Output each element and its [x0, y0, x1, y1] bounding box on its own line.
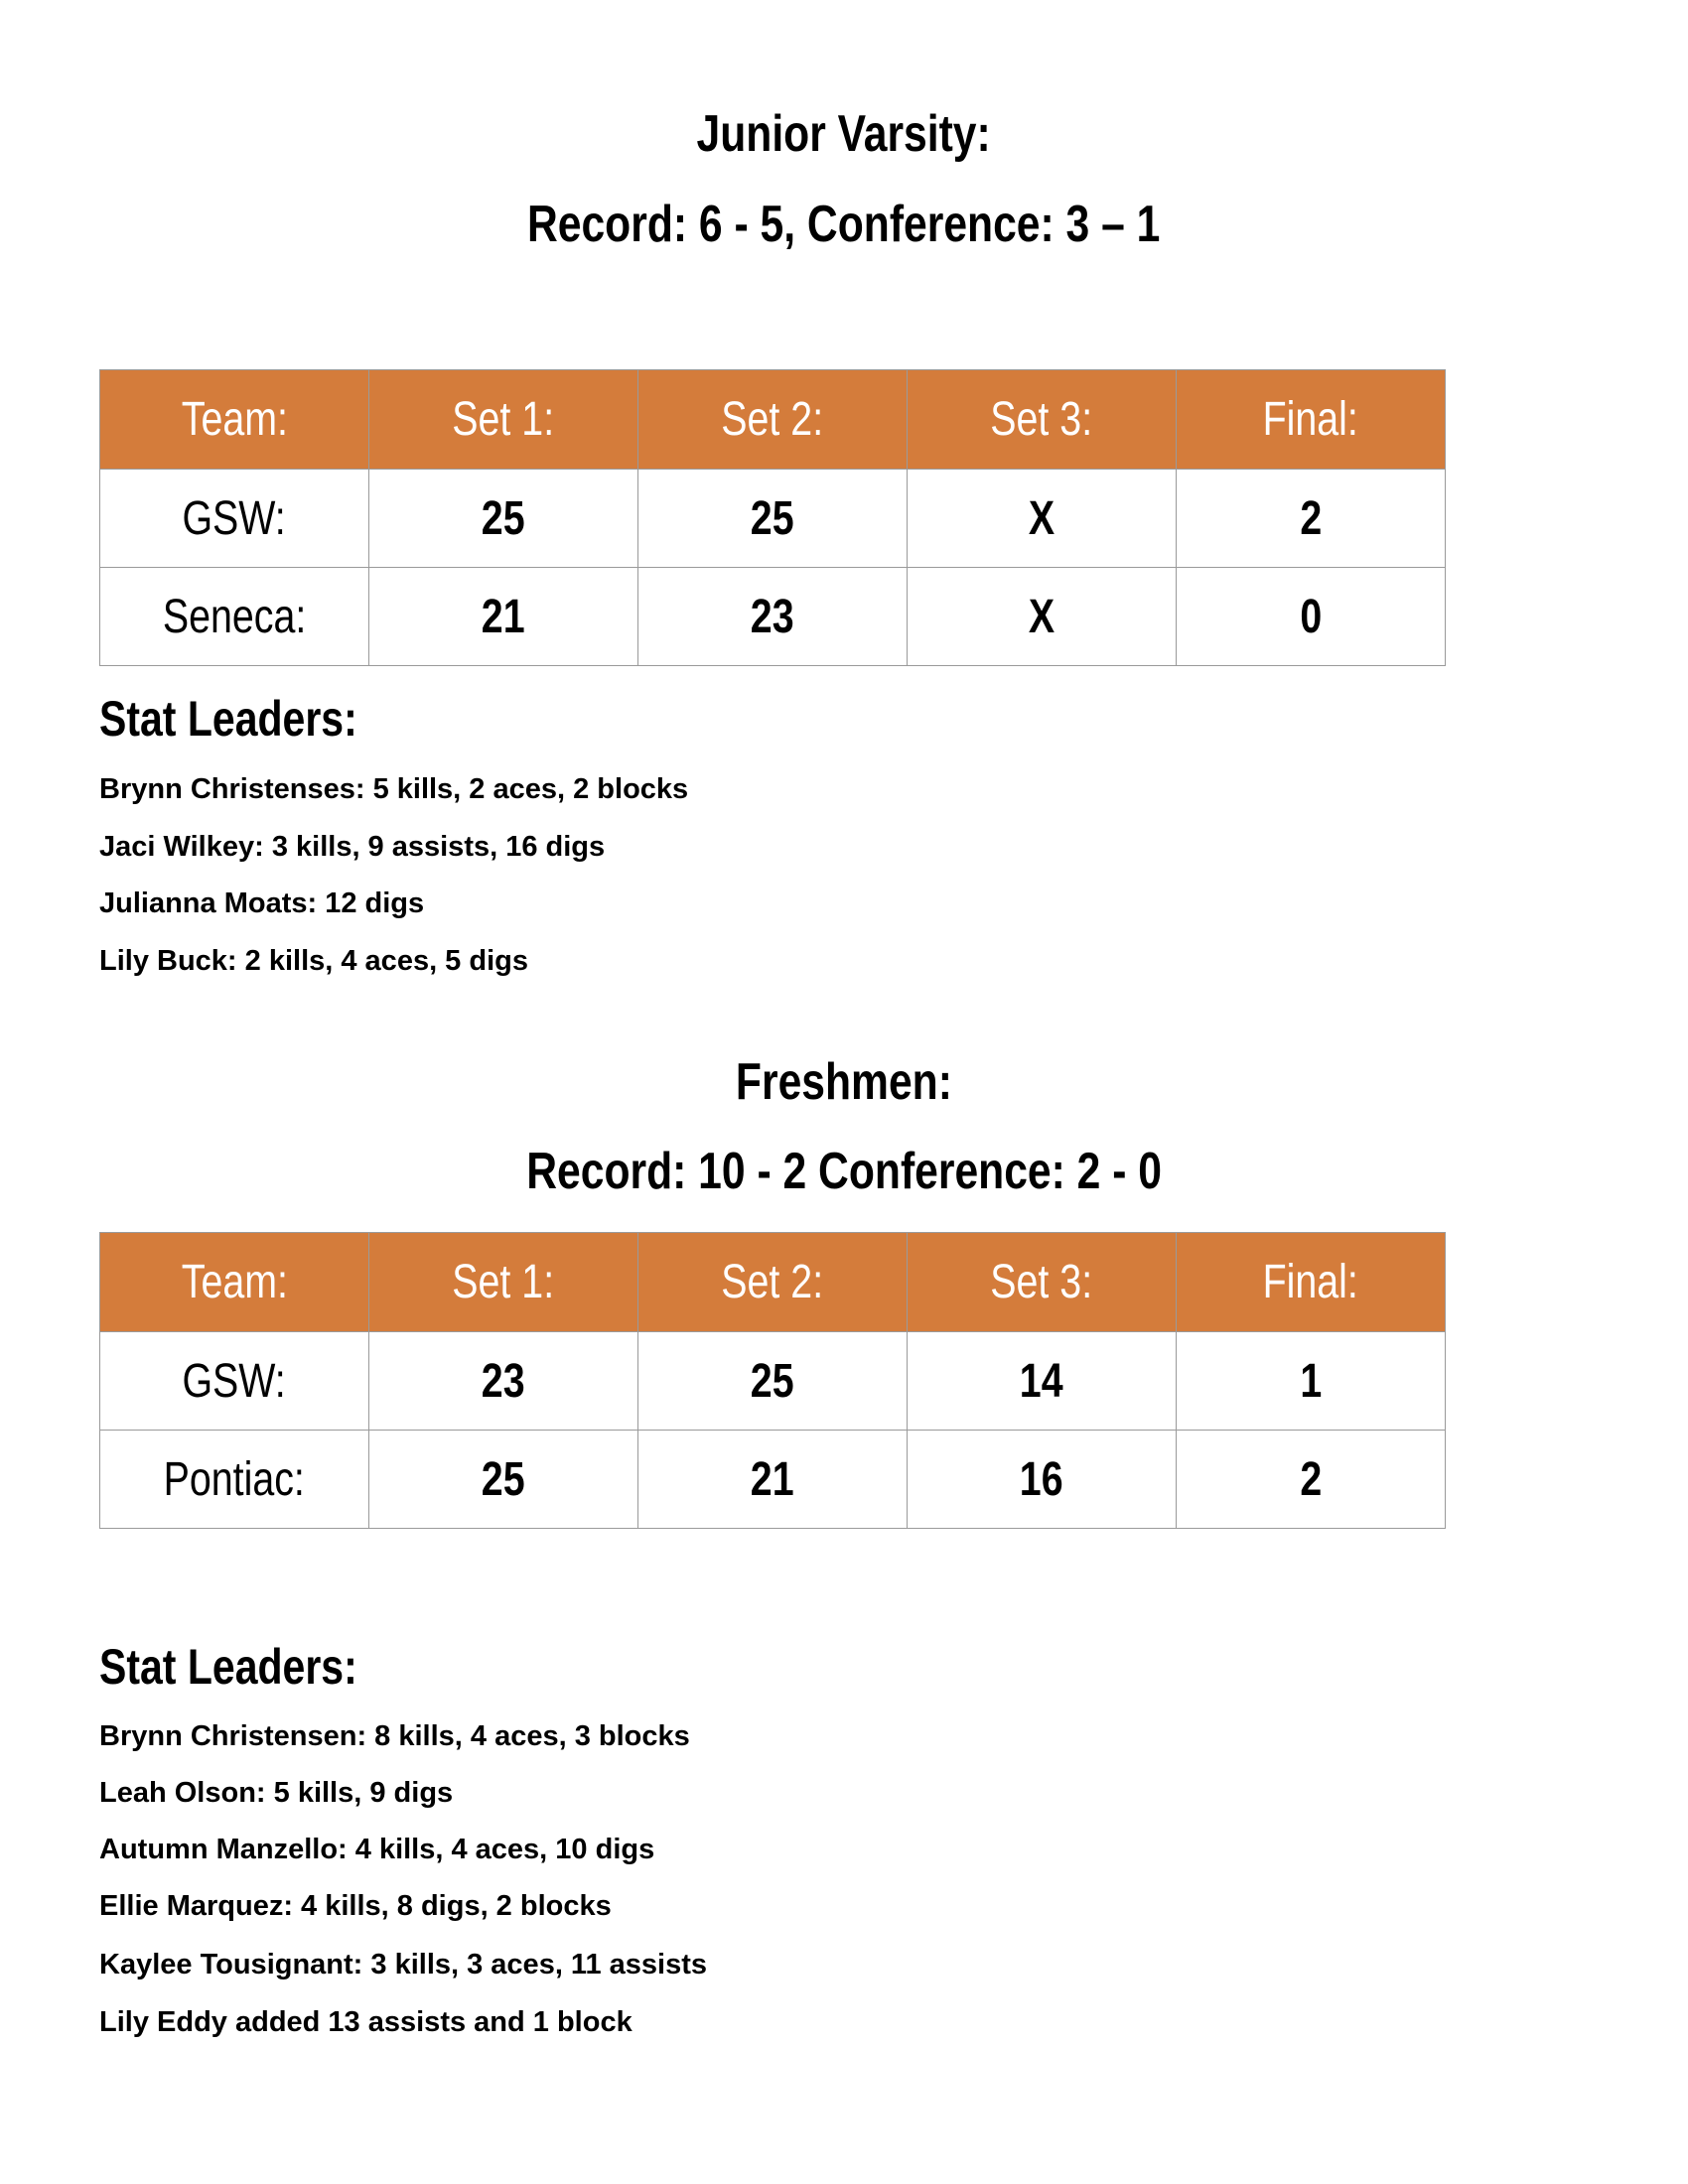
header-label: Team:: [181, 1256, 288, 1308]
header-label: Set 1:: [452, 1256, 555, 1308]
score-cell: [369, 1431, 638, 1529]
team-name: Seneca:: [162, 590, 307, 643]
set-score: 23: [751, 590, 794, 643]
final-cell: [1177, 568, 1446, 666]
score-cell: [908, 470, 1177, 568]
freshmen-stat-leader: Autumn Manzello: 4 kills, 4 aces, 10 digs: [99, 1834, 655, 1865]
score-cell: [638, 1332, 908, 1431]
score-cell: [369, 568, 638, 666]
score-cell: [638, 1431, 908, 1529]
score-cell: [638, 568, 908, 666]
final-score: 2: [1300, 1452, 1322, 1506]
header-label: Final:: [1262, 393, 1359, 446]
freshmen-title: [0, 1052, 1688, 1112]
table-row: [100, 568, 1446, 666]
header-set-2: [638, 1233, 908, 1332]
header-final: [1177, 370, 1446, 470]
score-cell: [369, 470, 638, 568]
freshmen-stat-leaders-heading: [99, 1639, 414, 1695]
score-cell: [908, 1431, 1177, 1529]
score-cell: [638, 470, 908, 568]
jv-stat-leader: Julianna Moats: 12 digs: [99, 887, 425, 919]
table-row: [100, 1431, 1446, 1529]
team-name: GSW:: [182, 491, 287, 545]
table-row: [100, 470, 1446, 568]
freshmen-stat-leader: Lily Eddy added 13 assists and 1 block: [99, 2006, 633, 2038]
header-set-3: [908, 1233, 1177, 1332]
header-label: Set 3:: [990, 1256, 1093, 1308]
final-cell: [1177, 1431, 1446, 1529]
header-team: [100, 370, 369, 470]
jv-record: [0, 195, 1688, 254]
final-score: 1: [1300, 1354, 1322, 1408]
freshmen-stat-leader: Brynn Christensen: 8 kills, 4 aces, 3 blocks: [99, 1720, 690, 1752]
set-score: 23: [482, 1354, 525, 1408]
freshmen-stat-leader: Ellie Marquez: 4 kills, 8 digs, 2 blocks: [99, 1890, 612, 1922]
header-label: Set 1:: [452, 393, 555, 446]
set-score: 21: [482, 590, 525, 643]
team-cell: [100, 470, 369, 568]
freshmen-record-text: Record: 10 - 2 Conference: 2 - 0: [526, 1143, 1162, 1200]
jv-score-table: [99, 369, 1446, 666]
header-label: Final:: [1262, 1256, 1359, 1308]
freshmen-record: [0, 1142, 1688, 1201]
score-cell: [908, 568, 1177, 666]
final-cell: [1177, 1332, 1446, 1431]
header-final: [1177, 1233, 1446, 1332]
set-score: X: [1028, 491, 1055, 545]
set-score: 14: [1020, 1354, 1063, 1408]
jv-stat-leader: Lily Buck: 2 kills, 4 aces, 5 digs: [99, 945, 528, 977]
jv-title-text: Junior Varsity:: [696, 105, 992, 163]
set-score: 25: [751, 491, 794, 545]
set-score: 25: [482, 1452, 525, 1506]
header-team: [100, 1233, 369, 1332]
freshmen-stat-leader: Kaylee Tousignant: 3 kills, 3 aces, 11 assists: [99, 1949, 708, 1980]
freshmen-stat-leader: Leah Olson: 5 kills, 9 digs: [99, 1777, 454, 1809]
set-score: X: [1028, 590, 1055, 643]
header-label: Team:: [181, 393, 288, 446]
score-cell: [369, 1332, 638, 1431]
team-cell: [100, 1431, 369, 1529]
set-score: 16: [1020, 1452, 1063, 1506]
header-set-1: [369, 1233, 638, 1332]
stat-heading-text: Stat Leaders:: [99, 691, 357, 747]
jv-record-text: Record: 6 - 5, Conference: 3 – 1: [527, 196, 1161, 253]
final-score: 0: [1300, 590, 1322, 643]
team-cell: [100, 568, 369, 666]
stat-heading-text: Stat Leaders:: [99, 1639, 357, 1695]
team-name: GSW:: [182, 1354, 287, 1408]
jv-stat-leader: Brynn Christenses: 5 kills, 2 aces, 2 blocks: [99, 773, 689, 805]
set-score: 25: [751, 1354, 794, 1408]
table-row: [100, 1332, 1446, 1431]
header-set-3: [908, 370, 1177, 470]
header-set-2: [638, 370, 908, 470]
header-label: Set 3:: [990, 393, 1093, 446]
final-score: 2: [1300, 491, 1322, 545]
jv-stat-leader: Jaci Wilkey: 3 kills, 9 assists, 16 digs: [99, 831, 606, 863]
header-label: Set 2:: [721, 393, 824, 446]
table-header-row: [100, 370, 1446, 470]
table-header-row: [100, 1233, 1446, 1332]
team-cell: [100, 1332, 369, 1431]
header-set-1: [369, 370, 638, 470]
set-score: 25: [482, 491, 525, 545]
final-cell: [1177, 470, 1446, 568]
freshmen-score-table: [99, 1232, 1446, 1529]
header-label: Set 2:: [721, 1256, 824, 1308]
jv-stat-leaders-heading: [99, 691, 414, 747]
jv-title: [0, 104, 1688, 164]
freshmen-title-text: Freshmen:: [736, 1053, 952, 1111]
score-cell: [908, 1332, 1177, 1431]
team-name: Pontiac:: [163, 1452, 306, 1506]
set-score: 21: [751, 1452, 794, 1506]
